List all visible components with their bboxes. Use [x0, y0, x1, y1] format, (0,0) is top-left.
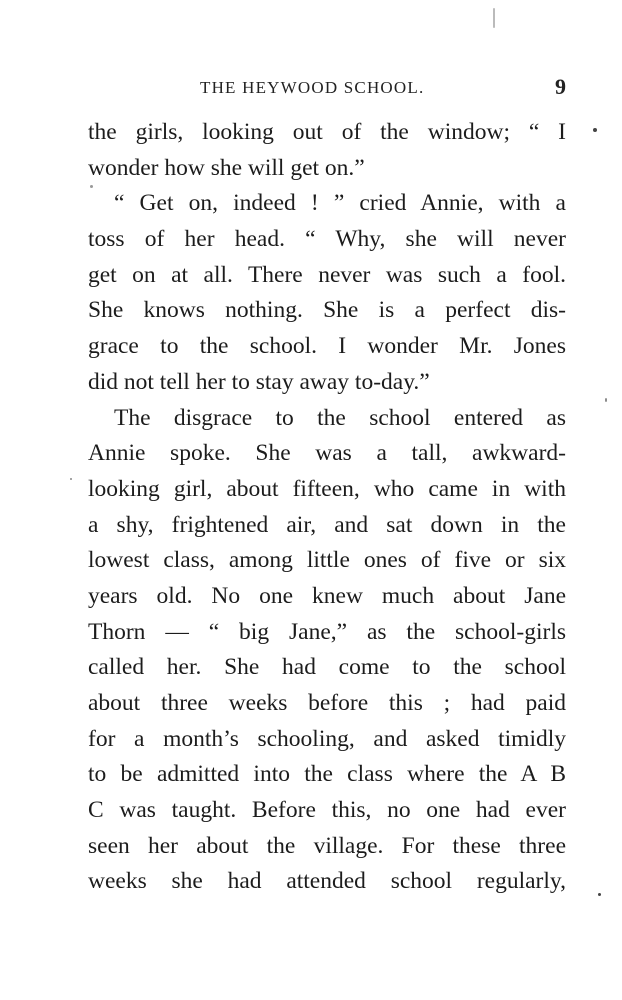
ink-speck — [593, 128, 597, 132]
ink-speck — [598, 893, 601, 896]
text-line: about three weeks before this ; had paid — [88, 690, 566, 716]
running-head — [88, 74, 568, 104]
text-line: get on at all. There never was such a fool. — [88, 261, 566, 288]
ink-speck — [90, 185, 93, 188]
ink-speck — [70, 478, 72, 480]
text-line: lowest class, among little ones of five or six — [88, 547, 566, 574]
running-title: THE HEYWOOD SCHOOL. — [200, 78, 425, 97]
text-line: weeks she had attended school regularly, — [88, 868, 566, 895]
text-line: C was taught. Before this, no one had ever — [88, 797, 566, 824]
text-line: Thorn — “ big Jane,” as the school-girls — [88, 618, 566, 645]
text-line: called her. She had come to the school — [88, 654, 566, 681]
text-line: wonder how she will get on.” — [88, 154, 365, 181]
text-line: the girls, looking out of the window; “ I — [88, 119, 566, 145]
text-line: a shy, frightened air, and sat down in the — [88, 511, 566, 538]
text-line: grace to the school. I wonder Mr. Jones — [88, 333, 566, 360]
text-line: toss of her head. “ Why, she will never — [88, 226, 566, 253]
text-line: “ Get on, indeed ! ” cried Annie, with a — [114, 190, 566, 217]
ink-speck — [493, 8, 495, 28]
text-line: Annie spoke. She was a tall, awkward- — [88, 440, 566, 467]
text-line: for a month’s schooling, and asked timidly — [88, 725, 566, 752]
text-line: years old. No one knew much about Jane — [88, 582, 566, 609]
body-text — [88, 115, 566, 900]
text-line: seen her about the village. For these three — [88, 832, 566, 859]
text-line: The disgrace to the school entered as — [114, 404, 566, 431]
text-line: looking girl, about fifteen, who came in with — [88, 475, 566, 502]
text-line: to be admitted into the class where the A B — [88, 761, 566, 788]
ink-speck — [605, 398, 607, 402]
text-line: did not tell her to stay away to-day.” — [88, 368, 430, 395]
page-number: 9 — [555, 74, 566, 99]
text-line: She knows nothing. She is a perfect dis- — [88, 297, 566, 324]
